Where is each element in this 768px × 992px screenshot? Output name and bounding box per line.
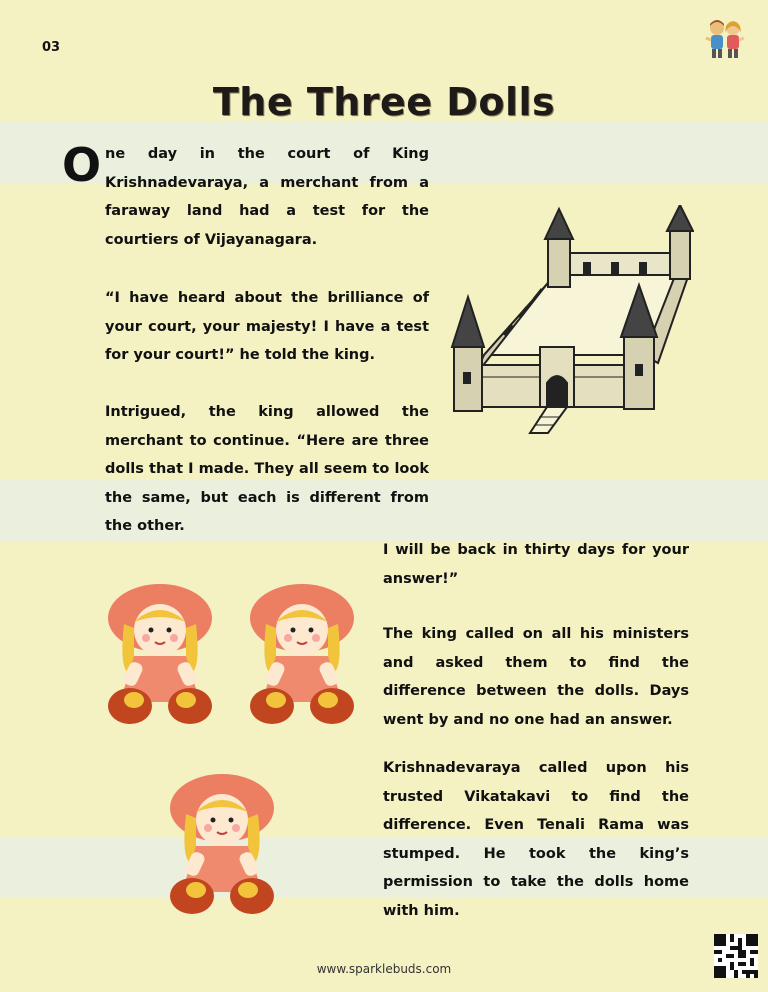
story-paragraph-3: Intrigued, the king allowed the merchant to continue. “Here are three dolls that I made. They all seem to look the same, but each is different from the other. [105, 404, 429, 534]
story-paragraph-6: Krishnadevaraya called upon his trusted Vikatakavi to find the difference. Even Tenali Rama was stumped. He took the king’s permission to take the dolls home with him. [383, 760, 689, 919]
page-number: 03 [42, 40, 61, 55]
castle-illustration [444, 205, 694, 435]
page-title: The Three Dolls [212, 80, 556, 124]
story-paragraph-1: ne day in the court of King Krishnadevaraya, a merchant from a faraway land had a test for the courtiers of Vijayanagara. [105, 146, 429, 248]
qr-code [714, 934, 758, 978]
footer-website: www.sparklebuds.com [316, 962, 452, 976]
story-paragraph-5: The king called on all his ministers and asked them to find the difference between the dolls. Days went by and no one had an answer. [383, 626, 689, 728]
doll-illustration [246, 578, 358, 726]
doll-illustration [166, 768, 278, 916]
doll-illustration [104, 578, 216, 726]
kids-icon [700, 16, 750, 60]
story-paragraph-4: I will be back in thirty days for your answer!” [383, 542, 689, 587]
drop-cap: O [62, 138, 102, 192]
story-paragraph-2: “I have heard about the brilliance of your court, your majesty! I have a test for your court!” he told the king. [105, 290, 429, 363]
